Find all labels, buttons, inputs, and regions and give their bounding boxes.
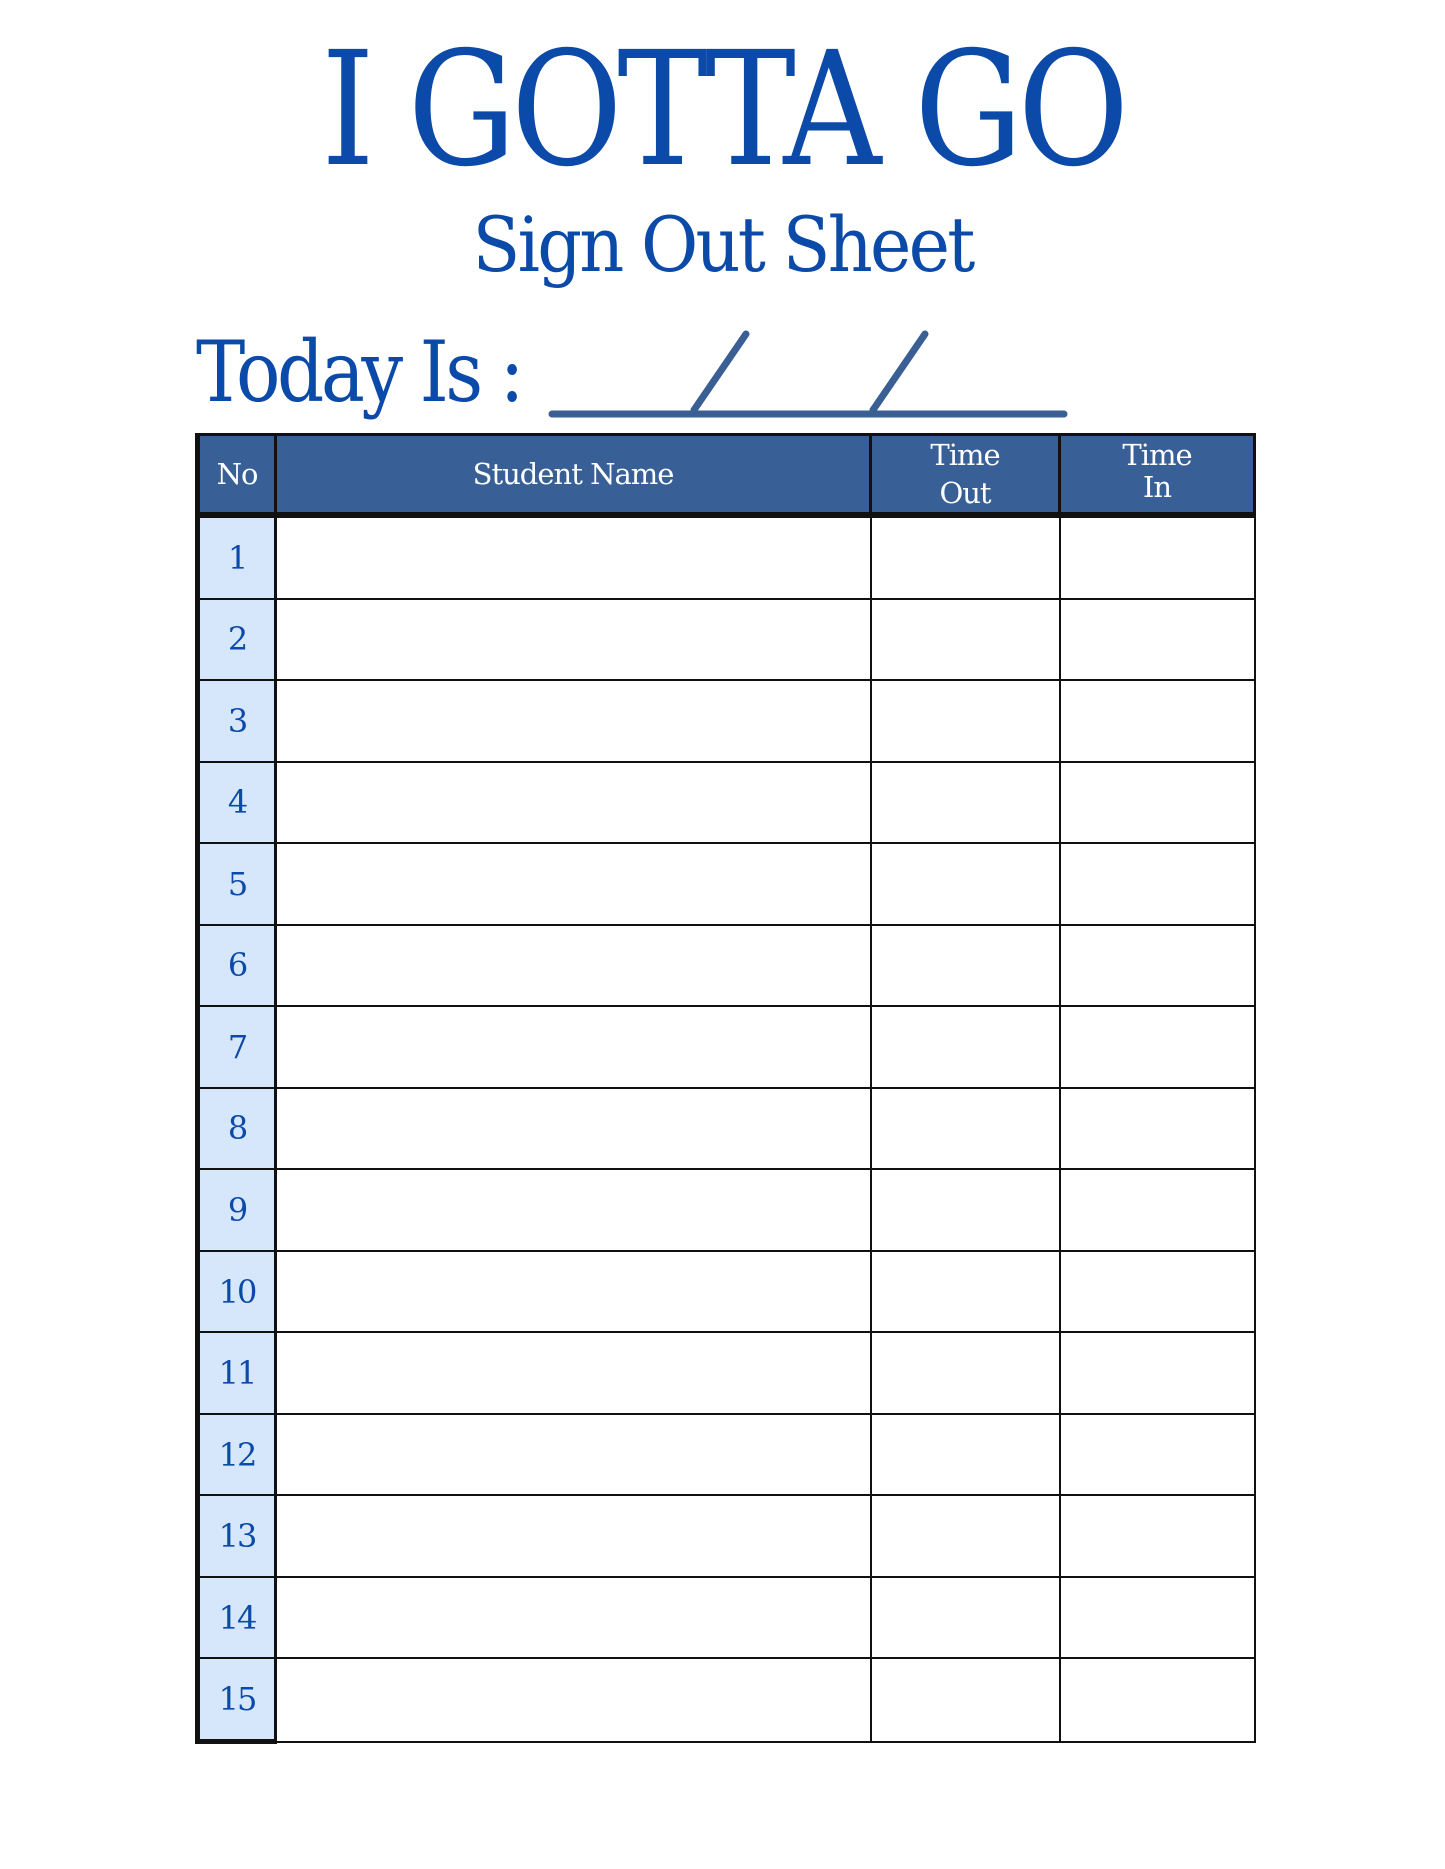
time-in-cell[interactable] (1060, 1251, 1255, 1333)
time-out-cell[interactable] (871, 680, 1060, 762)
student-name-cell[interactable] (276, 1577, 871, 1659)
time-out-cell[interactable] (871, 762, 1060, 844)
time-in-cell[interactable] (1060, 1169, 1255, 1251)
time-out-cell[interactable] (871, 1251, 1060, 1333)
date-slash-first (694, 334, 746, 410)
time-out-cell[interactable] (871, 925, 1060, 1007)
table-row (198, 925, 1255, 1007)
student-name-cell[interactable] (276, 1495, 871, 1577)
table-row (198, 1495, 1255, 1577)
table-row (198, 599, 1255, 681)
time-out-label-line1: Time (930, 438, 1000, 472)
table-row (198, 515, 1255, 599)
student-name-cell[interactable] (276, 1169, 871, 1251)
time-in-cell[interactable] (1060, 762, 1255, 844)
row-number: 1 (198, 515, 276, 599)
row-number: 12 (198, 1414, 276, 1496)
date-entry-line[interactable] (548, 326, 1078, 426)
student-name-cell[interactable] (276, 1658, 871, 1741)
time-in-cell[interactable] (1060, 1658, 1255, 1741)
time-out-cell[interactable] (871, 1169, 1060, 1251)
student-name-cell[interactable] (276, 1414, 871, 1496)
column-header-no: No (198, 435, 276, 516)
student-name-cell[interactable] (276, 1251, 871, 1333)
student-name-cell[interactable] (276, 599, 871, 681)
sign-out-table (195, 433, 1256, 1744)
row-number: 14 (198, 1577, 276, 1659)
date-label: Today Is : (196, 323, 522, 421)
table-row (198, 843, 1255, 925)
sheet-subtitle: Sign Out Sheet (472, 200, 973, 289)
row-number: 3 (198, 680, 276, 762)
row-number: 15 (198, 1658, 276, 1741)
time-out-cell[interactable] (871, 1006, 1060, 1088)
row-number: 13 (198, 1495, 276, 1577)
sheet-title: I GOTTA GO (321, 18, 1124, 202)
time-out-cell[interactable] (871, 515, 1060, 599)
time-in-cell[interactable] (1060, 515, 1255, 599)
time-out-cell[interactable] (871, 1577, 1060, 1659)
column-header-time-out (871, 435, 1060, 516)
time-in-cell[interactable] (1060, 1088, 1255, 1170)
row-number: 10 (198, 1251, 276, 1333)
row-number: 2 (198, 599, 276, 681)
time-in-cell[interactable] (1060, 680, 1255, 762)
time-in-cell[interactable] (1060, 1577, 1255, 1659)
time-in-label-line1: Time (1122, 438, 1192, 472)
student-name-cell[interactable] (276, 680, 871, 762)
row-number: 7 (198, 1006, 276, 1088)
table-row (198, 1658, 1255, 1741)
time-in-cell[interactable] (1060, 843, 1255, 925)
time-out-cell[interactable] (871, 843, 1060, 925)
table-row (198, 680, 1255, 762)
student-name-cell[interactable] (276, 1088, 871, 1170)
student-name-cell[interactable] (276, 762, 871, 844)
time-in-cell[interactable] (1060, 1006, 1255, 1088)
row-number: 9 (198, 1169, 276, 1251)
table-row (198, 762, 1255, 844)
row-number: 11 (198, 1332, 276, 1414)
student-name-cell[interactable] (276, 843, 871, 925)
student-name-cell[interactable] (276, 1006, 871, 1088)
student-name-cell[interactable] (276, 1332, 871, 1414)
time-out-cell[interactable] (871, 1088, 1060, 1170)
time-in-label-line2: In (1142, 470, 1172, 504)
time-in-cell[interactable] (1060, 1414, 1255, 1496)
time-out-cell[interactable] (871, 1332, 1060, 1414)
date-slash-second (873, 334, 925, 410)
table-row (198, 1414, 1255, 1496)
time-in-cell[interactable] (1060, 599, 1255, 681)
column-header-student-name: Student Name (276, 435, 871, 516)
time-out-label-line2: Out (939, 476, 991, 510)
table-row (198, 1169, 1255, 1251)
column-header-time-in (1060, 435, 1255, 516)
table-header-row (198, 435, 1255, 516)
table-row (198, 1332, 1255, 1414)
student-name-cell[interactable] (276, 515, 871, 599)
row-number: 8 (198, 1088, 276, 1170)
row-number: 4 (198, 762, 276, 844)
row-number: 5 (198, 843, 276, 925)
time-in-cell[interactable] (1060, 1332, 1255, 1414)
table-row (198, 1251, 1255, 1333)
time-in-cell[interactable] (1060, 1495, 1255, 1577)
table-row (198, 1577, 1255, 1659)
time-out-cell[interactable] (871, 1495, 1060, 1577)
student-name-cell[interactable] (276, 925, 871, 1007)
table-row (198, 1006, 1255, 1088)
time-out-cell[interactable] (871, 1414, 1060, 1496)
table-row (198, 1088, 1255, 1170)
time-in-cell[interactable] (1060, 925, 1255, 1007)
time-out-cell[interactable] (871, 1658, 1060, 1741)
row-number: 6 (198, 925, 276, 1007)
time-out-cell[interactable] (871, 599, 1060, 681)
